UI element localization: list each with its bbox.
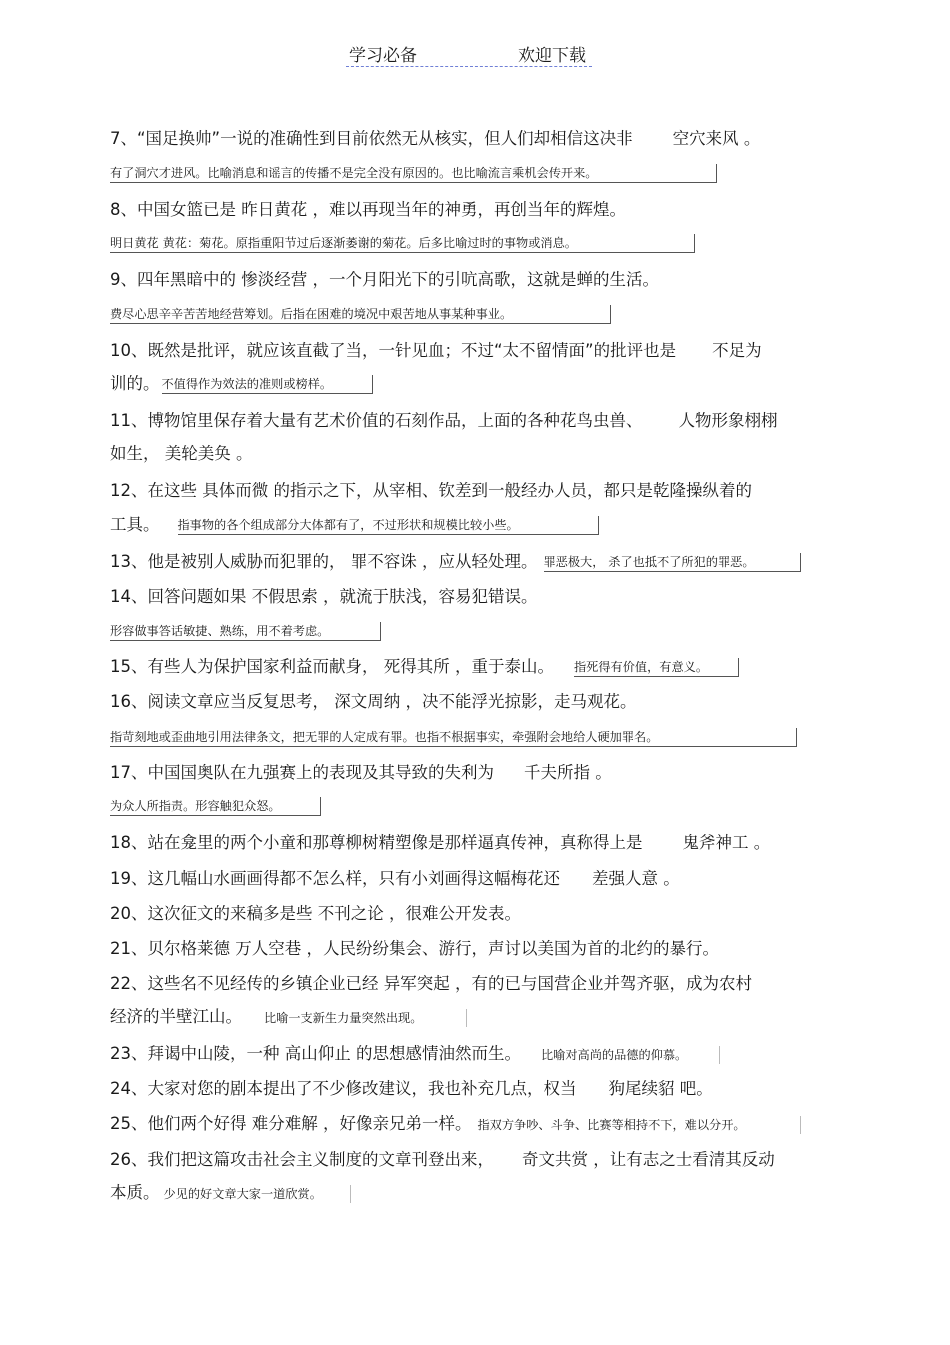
page-header <box>346 40 592 67</box>
definition-note: 指死得有价值，有意义。 <box>574 658 739 677</box>
text-line: 16、阅读文章应当反复思考， 深文周纳 ，决不能浮光掠影，走马观花。 <box>110 692 637 711</box>
text-line: 11、博物馆里保存着大量有艺术价值的石刻作品，上面的各种花鸟虫兽、 人物形象栩栩 <box>110 411 778 430</box>
definition-note: 比喻对高尚的品德的仰慕。 <box>541 1046 720 1064</box>
definition-note: 明日黄花 黄花：菊花。原指重阳节过后逐渐萎谢的菊花。后多比喻过时的事物或消息。 <box>110 234 695 253</box>
text-line: 13、他是被别人威胁而犯罪的， 罪不容诛 ，应从轻处理。 罪恶极大， 杀了也抵不了所犯的罪恶。 <box>110 551 801 573</box>
text-line: 15、有些人为保护国家利益而献身， 死得其所 ，重于泰山。 指死得有价值，有意义。 <box>110 656 739 678</box>
text-line: 工具。 指事物的各个组成部分大体都有了，不过形状和规模比较小些。 <box>110 514 599 536</box>
header-left: 学习必备 <box>349 46 417 66</box>
definition-note: 形容做事答话敏捷、熟练，用不着考虑。 <box>110 622 381 641</box>
definition-note: 少见的好文章大家一道欣赏。 <box>164 1185 351 1203</box>
text-line: 8、中国女篮已是 昨日黄花 ，难以再现当年的神勇，再创当年的辉煌。 <box>110 200 626 219</box>
text-line: 9、四年黑暗中的 惨淡经营 ，一个月阳光下的引吭高歌，这就是蝉的生活。 <box>110 270 659 289</box>
definition-note: 罪恶极大， 杀了也抵不了所犯的罪恶。 <box>544 553 801 572</box>
text-line: 18、站在龛里的两个小童和那尊柳树精塑像是那样逼真传神，真称得上是 鬼斧神工 。 <box>110 833 771 852</box>
text-line: 7、“国足换帅”一说的准确性到目前依然无从核实，但人们却相信这决非 空穴来风 。 <box>110 129 761 148</box>
text-line: 经济的半壁江山。 比喻一支新生力量突然出现。 <box>110 1006 467 1028</box>
text-line: 如生， 美轮美奂 。 <box>110 444 253 463</box>
definition-note: 不值得作为效法的准则或榜样。 <box>162 375 373 394</box>
text-line: 24、大家对您的剧本提出了不少修改建议，我也补充几点，权当 狗尾续貂 吧。 <box>110 1079 713 1098</box>
text-line: 14、回答问题如果 不假思索 ，就流于肤浅，容易犯错误。 <box>110 587 538 606</box>
text-line: 19、这几幅山水画画得都不怎么样，只有小刘画得这幅梅花还 差强人意 。 <box>110 869 680 888</box>
text-line: 17、中国国奥队在九强赛上的表现及其导致的失利为 千夫所指 。 <box>110 763 612 782</box>
text-line: 25、他们两个好得 难分难解 ，好像亲兄弟一样。 指双方争吵、斗争、比赛等相持不下，难以分开。 <box>110 1113 801 1135</box>
definition-note: 为众人所指责。形容触犯众怒。 <box>110 797 321 816</box>
definition-note: 指事物的各个组成部分大体都有了，不过形状和规模比较小些。 <box>178 516 599 535</box>
text-line: 12、在这些 具体而微 的指示之下，从宰相、钦差到一般经办人员，都只是乾隆操纵着的 <box>110 481 752 500</box>
definition-note: 指苛刻地或歪曲地引用法律条文，把无罪的人定成有罪。也指不根据事实，牵强附会地给人硬加罪名。 <box>110 728 797 747</box>
definition-note: 比喻一支新生力量突然出现。 <box>264 1009 467 1027</box>
text-line: 本质。 少见的好文章大家一道欣赏。 <box>110 1182 351 1204</box>
text-line: 训的。 不值得作为效法的准则或榜样。 <box>110 373 373 395</box>
text-line: 21、贝尔格莱德 万人空巷 ，人民纷纷集会、游行，声讨以美国为首的北约的暴行。 <box>110 939 719 958</box>
text-line: 10、既然是批评，就应该直截了当，一针见血；不过“太不留情面”的批评也是 不足为 <box>110 341 762 360</box>
definition-note: 费尽心思辛辛苦苦地经营筹划。后指在困难的境况中艰苦地从事某种事业。 <box>110 305 611 324</box>
definition-note: 指双方争吵、斗争、比赛等相持不下，难以分开。 <box>478 1116 801 1134</box>
text-line: 23、拜谒中山陵，一种 高山仰止 的思想感情油然而生。 比喻对高尚的品德的仰慕。 <box>110 1043 720 1065</box>
text-line: 22、这些名不见经传的乡镇企业已经 异军突起 ，有的已与国营企业并驾齐驱，成为农村 <box>110 974 752 993</box>
text-line: 26、我们把这篇攻击社会主义制度的文章刊登出来， 奇文共赏 ，让有志之士看清其反动 <box>110 1150 775 1169</box>
definition-note: 有了洞穴才进风。比喻消息和谣言的传播不是完全没有原因的。也比喻流言乘机会传开来。 <box>110 164 717 183</box>
text-line: 20、这次征文的来稿多是些 不刊之论 ，很难公开发表。 <box>110 904 521 923</box>
header-right: 欢迎下载 <box>518 46 586 66</box>
